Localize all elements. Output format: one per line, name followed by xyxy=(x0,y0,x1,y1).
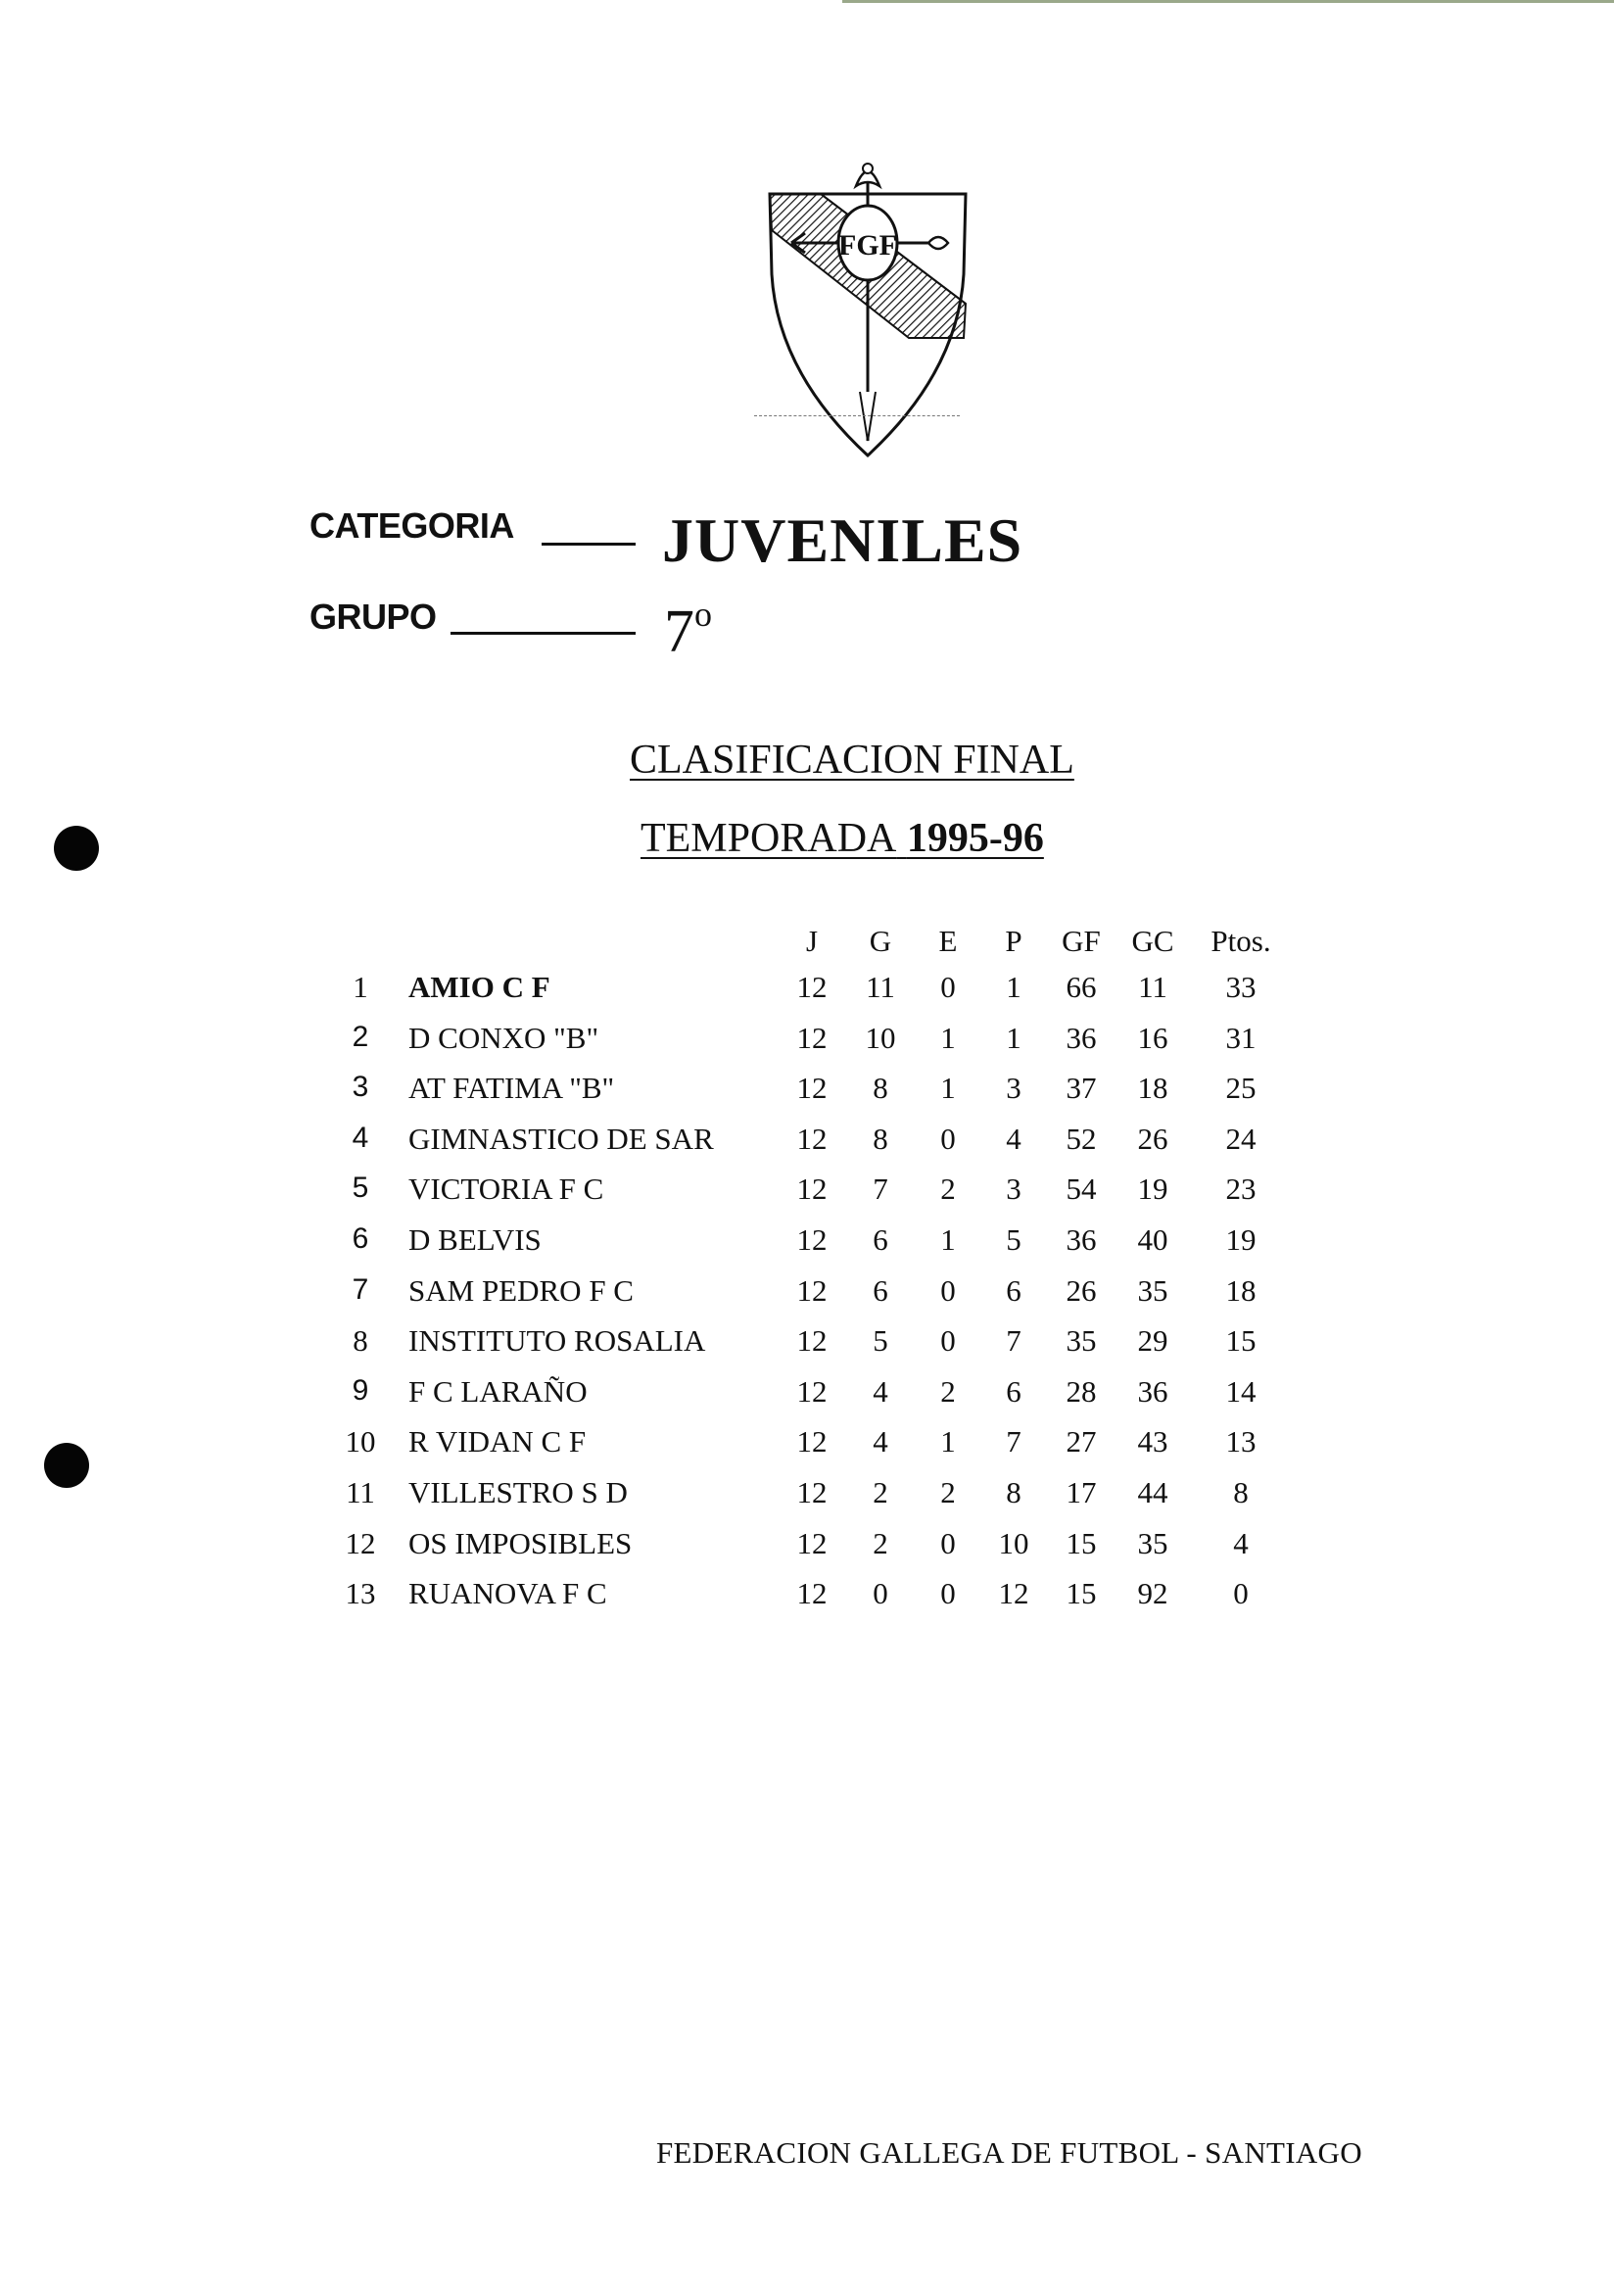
stat-cell-e: 0 xyxy=(940,1576,956,1610)
stat-cell-g: 2 xyxy=(873,1475,888,1509)
team-name-cell: INSTITUTO ROSALIA xyxy=(408,1323,706,1358)
stat-cell-e: 0 xyxy=(940,1526,956,1560)
svg-text:FGF: FGF xyxy=(838,229,897,262)
stat-cell-p: 1 xyxy=(1006,970,1021,1004)
stat-cell-g: 6 xyxy=(873,1273,888,1308)
team-name-cell: VILLESTRO S D xyxy=(408,1475,628,1509)
stat-cell-ptos: 8 xyxy=(1233,1475,1249,1509)
team-name-cell: D BELVIS xyxy=(408,1222,542,1257)
stat-cell-gf: 36 xyxy=(1066,1021,1097,1055)
stat-cell-j: 12 xyxy=(796,1424,828,1459)
rank-cell: 5 xyxy=(352,1172,369,1204)
stat-cell-ptos: 4 xyxy=(1233,1526,1249,1560)
categoria-value: JUVENILES xyxy=(662,505,1023,575)
crest-baseline xyxy=(754,415,960,416)
stat-cell-gf: 37 xyxy=(1066,1071,1097,1105)
grupo-fill-line xyxy=(451,632,636,635)
stat-cell-p: 5 xyxy=(1006,1222,1021,1257)
categoria-fill-line xyxy=(542,543,636,546)
stat-cell-j: 12 xyxy=(796,1021,828,1055)
rank-cell: 1 xyxy=(353,970,368,1004)
stat-cell-gc: 35 xyxy=(1137,1526,1168,1560)
stat-cell-e: 1 xyxy=(940,1021,956,1055)
stat-cell-g: 8 xyxy=(873,1122,888,1156)
stat-cell-gc: 26 xyxy=(1137,1122,1168,1156)
stat-cell-gc: 92 xyxy=(1137,1576,1168,1610)
stat-cell-g: 4 xyxy=(873,1374,888,1409)
stat-cell-gf: 15 xyxy=(1066,1526,1097,1560)
stat-cell-e: 2 xyxy=(940,1172,956,1206)
team-name-cell: AT FATIMA "B" xyxy=(408,1071,615,1105)
stat-cell-g: 4 xyxy=(873,1424,888,1459)
stat-cell-ptos: 31 xyxy=(1225,1021,1257,1055)
stat-cell-e: 0 xyxy=(940,970,956,1004)
team-name-cell: D CONXO "B" xyxy=(408,1021,599,1055)
stat-cell-e: 0 xyxy=(940,1122,956,1156)
column-header: J xyxy=(805,924,819,958)
stat-cell-gf: 17 xyxy=(1066,1475,1097,1509)
team-name-cell: OS IMPOSIBLES xyxy=(408,1526,633,1560)
stat-cell-p: 6 xyxy=(1006,1374,1021,1409)
team-name-cell: F C LARAÑO xyxy=(408,1374,588,1409)
grupo-value: 7$^o$ xyxy=(664,595,712,665)
stat-cell-gc: 40 xyxy=(1137,1222,1168,1257)
top-edge-rule xyxy=(842,0,1614,3)
rank-cell: 11 xyxy=(346,1475,375,1509)
stat-cell-e: 0 xyxy=(940,1323,956,1358)
stat-cell-e: 1 xyxy=(940,1424,956,1459)
stat-cell-ptos: 33 xyxy=(1225,970,1257,1004)
column-header: GF xyxy=(1062,924,1101,958)
stat-cell-e: 1 xyxy=(940,1222,956,1257)
team-name-cell: VICTORIA F C xyxy=(408,1172,604,1206)
stat-cell-ptos: 19 xyxy=(1225,1222,1257,1257)
rank-cell: 6 xyxy=(352,1222,369,1255)
stat-cell-ptos: 23 xyxy=(1225,1172,1257,1206)
rank-cell: 13 xyxy=(345,1576,376,1610)
stat-cell-j: 12 xyxy=(796,1222,828,1257)
punch-hole xyxy=(54,826,99,871)
team-name-cell: SAM PEDRO F C xyxy=(408,1273,634,1308)
stat-cell-gf: 36 xyxy=(1066,1222,1097,1257)
stat-cell-p: 1 xyxy=(1006,1021,1021,1055)
stat-cell-g: 2 xyxy=(873,1526,888,1560)
stat-cell-g: 5 xyxy=(873,1323,888,1358)
stat-cell-ptos: 15 xyxy=(1225,1323,1257,1358)
stat-cell-p: 7 xyxy=(1006,1424,1021,1459)
rank-cell: 4 xyxy=(352,1122,369,1154)
team-name-cell: RUANOVA F C xyxy=(408,1576,607,1610)
stat-cell-e: 2 xyxy=(940,1374,956,1409)
rank-cell: 2 xyxy=(352,1021,369,1053)
rank-cell: 12 xyxy=(345,1526,376,1560)
team-name-cell: GIMNASTICO DE SAR xyxy=(408,1122,714,1156)
stat-cell-p: 12 xyxy=(998,1576,1029,1610)
stat-cell-j: 12 xyxy=(796,1576,828,1610)
stat-cell-p: 7 xyxy=(1006,1323,1021,1358)
rank-cell: 3 xyxy=(352,1071,369,1103)
stat-cell-j: 12 xyxy=(796,1172,828,1206)
stat-cell-j: 12 xyxy=(796,1374,828,1409)
stat-cell-ptos: 18 xyxy=(1225,1273,1257,1308)
stat-cell-gc: 43 xyxy=(1137,1424,1168,1459)
stat-cell-g: 11 xyxy=(866,970,895,1004)
column-header: G xyxy=(869,924,892,958)
stat-cell-g: 0 xyxy=(873,1576,888,1610)
stat-cell-p: 8 xyxy=(1006,1475,1021,1509)
stat-cell-gc: 18 xyxy=(1137,1071,1168,1105)
classification-title: CLASIFICACION FINAL xyxy=(630,738,1074,783)
stat-cell-j: 12 xyxy=(796,1475,828,1509)
stat-cell-j: 12 xyxy=(796,1323,828,1358)
stat-cell-gc: 44 xyxy=(1137,1475,1168,1509)
stat-cell-e: 1 xyxy=(940,1071,956,1105)
stat-cell-p: 3 xyxy=(1006,1071,1021,1105)
stat-cell-p: 10 xyxy=(998,1526,1029,1560)
rank-cell: 8 xyxy=(353,1323,368,1358)
stat-cell-gf: 35 xyxy=(1066,1323,1097,1358)
stat-cell-gf: 27 xyxy=(1066,1424,1097,1459)
stat-cell-j: 12 xyxy=(796,970,828,1004)
column-header: Ptos. xyxy=(1210,924,1271,958)
stat-cell-ptos: 25 xyxy=(1225,1071,1257,1105)
stat-cell-gf: 26 xyxy=(1066,1273,1097,1308)
stat-cell-gc: 35 xyxy=(1137,1273,1168,1308)
stat-cell-ptos: 14 xyxy=(1225,1374,1257,1409)
stat-cell-g: 10 xyxy=(865,1021,896,1055)
column-header: P xyxy=(1005,924,1022,958)
stat-cell-j: 12 xyxy=(796,1526,828,1560)
stat-cell-gf: 15 xyxy=(1066,1576,1097,1610)
stat-cell-j: 12 xyxy=(796,1071,828,1105)
stat-cell-gc: 19 xyxy=(1137,1172,1168,1206)
stat-cell-gf: 66 xyxy=(1066,970,1097,1004)
stat-cell-g: 8 xyxy=(873,1071,888,1105)
rank-cell: 7 xyxy=(352,1273,369,1306)
stat-cell-gf: 52 xyxy=(1066,1122,1097,1156)
column-header: GC xyxy=(1131,924,1174,958)
stat-cell-j: 12 xyxy=(796,1122,828,1156)
stat-cell-p: 6 xyxy=(1006,1273,1021,1308)
stat-cell-gf: 54 xyxy=(1066,1172,1097,1206)
stat-cell-e: 2 xyxy=(940,1475,956,1509)
stat-cell-p: 4 xyxy=(1006,1122,1021,1156)
season-heading: TEMPORADA 1995-96 xyxy=(641,816,1044,861)
footer-text: FEDERACION GALLEGA DE FUTBOL - SANTIAGO xyxy=(656,2135,1362,2170)
stat-cell-gc: 29 xyxy=(1137,1323,1168,1358)
team-name-cell: R VIDAN C F xyxy=(408,1424,587,1459)
stat-cell-gc: 11 xyxy=(1138,970,1167,1004)
stat-cell-ptos: 13 xyxy=(1225,1424,1257,1459)
stat-cell-gc: 36 xyxy=(1137,1374,1168,1409)
stat-cell-gf: 28 xyxy=(1066,1374,1097,1409)
column-header: E xyxy=(938,924,958,958)
rank-cell: 10 xyxy=(345,1424,376,1459)
stat-cell-e: 0 xyxy=(940,1273,956,1308)
stat-cell-g: 7 xyxy=(873,1172,888,1206)
stat-cell-ptos: 24 xyxy=(1225,1122,1257,1156)
stat-cell-j: 12 xyxy=(796,1273,828,1308)
stat-cell-g: 6 xyxy=(873,1222,888,1257)
categoria-label: CATEGORIA xyxy=(309,505,514,546)
stat-cell-p: 3 xyxy=(1006,1172,1021,1206)
grupo-label: GRUPO xyxy=(309,597,437,637)
punch-hole xyxy=(44,1443,89,1488)
rank-cell: 9 xyxy=(352,1374,369,1407)
stat-cell-ptos: 0 xyxy=(1233,1576,1249,1610)
team-name-cell: AMIO C F xyxy=(408,970,550,1004)
stat-cell-gc: 16 xyxy=(1137,1021,1168,1055)
